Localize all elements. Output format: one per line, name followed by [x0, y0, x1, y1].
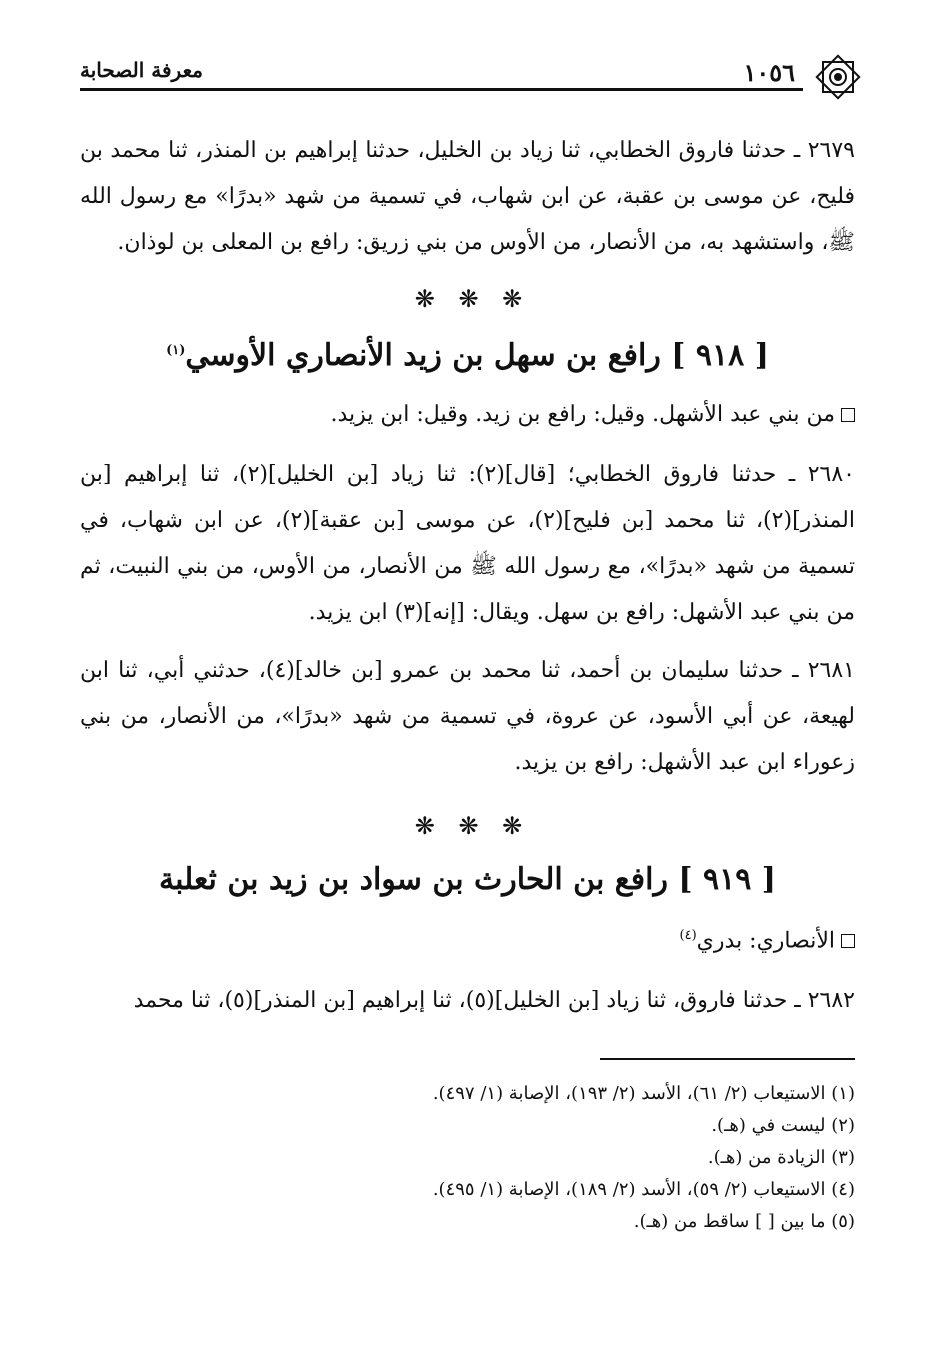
- footnote-1: (١) الاستيعاب (٢/ ٦١)، الأسد (٢/ ١٩٣)، الإصابة (١/ ٤٩٧).: [432, 1083, 855, 1104]
- entry-919-heading: [80, 862, 855, 897]
- star-ornament-icon: [811, 50, 865, 104]
- paragraph-2681: ٢٦٨١ ـ حدثنا سليمان بن أحمد، ثنا محمد بن عمرو [بن خالد](٤)، حدثني أبي، ثنا ابن لهيعة، عن أبي الأسود، عن عروة، في تسمية من شهد «بدرًا»، من الأنصار، من بني زعوراء ابن عبد الأشهل: رافع بن يزيد.: [80, 658, 855, 775]
- section-separator-2: ❋ ❋ ❋: [414, 812, 531, 840]
- footnote-5: (٥) ما بين [ ] ساقط من (هـ).: [633, 1211, 855, 1232]
- book-title: معرفة الصحابة: [80, 58, 203, 82]
- footnote-2: (٢) ليست في (هـ).: [711, 1115, 855, 1136]
- entry-918-intro-text: من بني عبد الأشهل. وقيل: رافع بن زيد. وقيل: ابن يزيد.: [330, 402, 835, 427]
- entry-918-note-ref: (١): [166, 343, 186, 358]
- paragraph-2682: ٢٦٨٢ ـ حدثنا فاروق، ثنا زياد [بن الخليل](٥)، ثنا إبراهيم [بن المنذر](٥)، ثنا محمد: [133, 988, 855, 1013]
- square-marker-icon: [841, 934, 855, 948]
- entry-919-intro: [80, 928, 855, 953]
- paragraph-2680: ٢٦٨٠ ـ حدثنا فاروق الخطابي؛ [قال](٢): ثنا زياد [بن الخليل](٢)، ثنا إبراهيم [بن المنذر](٢)، ثنا محمد [بن فليح](٢)، عن موسى [بن عقبة](٢)، عن ابن شهاب، في تسمية من شهد «بدرًا»، مع رسول الله ﷺ من الأنصار، من الأوس، من بني النبيت، ثم من بني عبد الأشهل: رافع بن سهل. ويقال: [إنه](٣) ابن يزيد.: [80, 462, 855, 625]
- page-number: ١٠٥٦: [743, 58, 795, 87]
- entry-918-intro: [80, 402, 855, 427]
- entry-918-heading: [80, 338, 855, 373]
- section-separator: ❋ ❋ ❋: [414, 285, 531, 313]
- entry-919-intro-text: الأنصاري: بدري: [696, 928, 835, 954]
- footnote-4: (٤) الاستيعاب (٢/ ٥٩)، الأسد (٢/ ١٨٩)، الإصابة (١/ ٤٩٥).: [432, 1179, 855, 1200]
- footnotes: [80, 1078, 855, 1238]
- entry-919-note-ref: (٤): [679, 928, 697, 943]
- footnote-3: (٣) الزيادة من (هـ).: [707, 1147, 855, 1168]
- page-header: [80, 50, 865, 90]
- header-rule: [80, 88, 803, 91]
- footnote-rule: [600, 1058, 855, 1060]
- square-marker-icon: [841, 408, 855, 422]
- entry-919-title: [ ٩١٩ ] رافع بن الحارث بن سواد بن زيد بن ثعلبة: [158, 862, 776, 897]
- entry-918-title: [ ٩١٨ ] رافع بن سهل بن زيد الأنصاري الأوسي: [185, 338, 769, 373]
- paragraph-2679: ٢٦٧٩ ـ حدثنا فاروق الخطابي، ثنا زياد بن الخليل، حدثنا إبراهيم بن المنذر، ثنا محمد بن فليح، عن موسى بن عقبة، عن ابن شهاب، في تسمية من شهد «بدرًا» مع رسول الله ﷺ، واستشهد به، من الأنصار، من الأوس من بني زريق: رافع بن المعلى بن لوذان.: [80, 138, 855, 255]
